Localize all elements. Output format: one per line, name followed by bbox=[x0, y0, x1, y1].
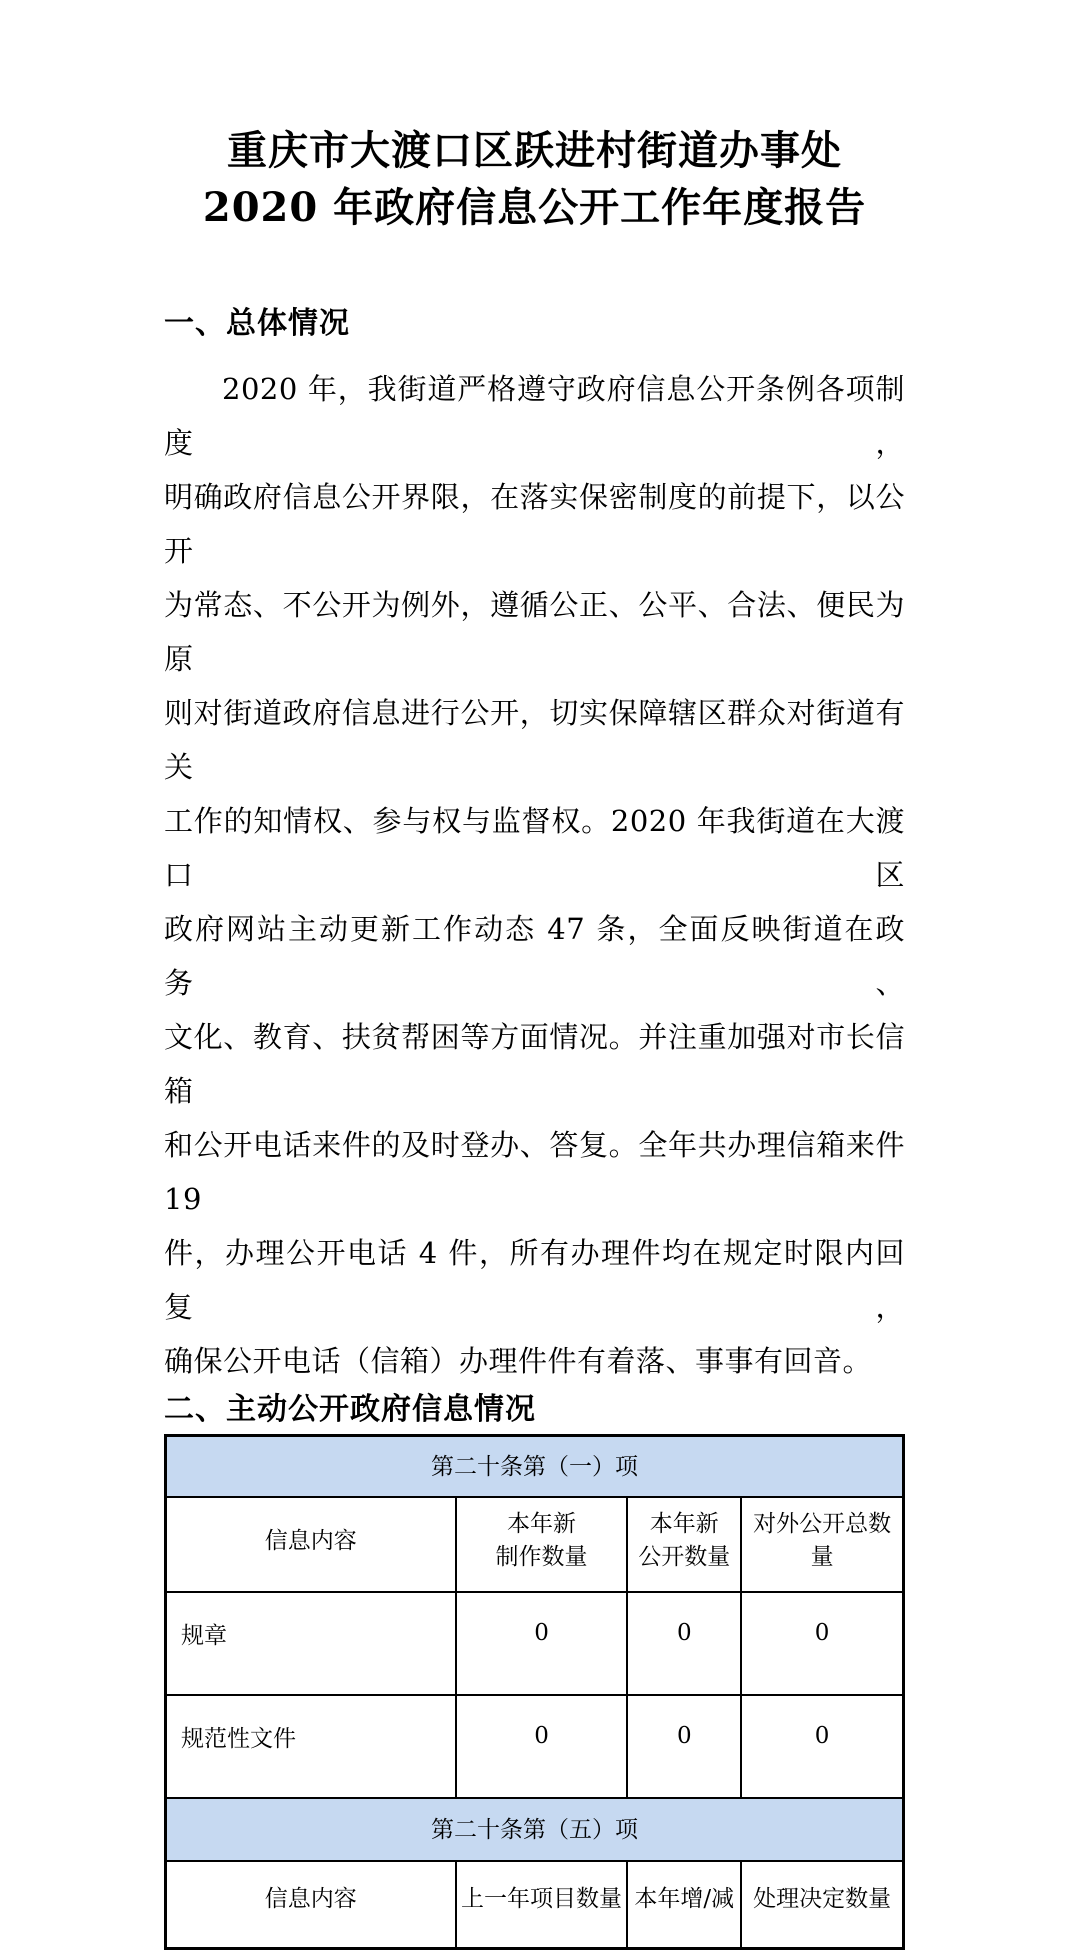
column-header-line: 本年新 bbox=[507, 1511, 576, 1537]
cell-value: 0 bbox=[741, 1695, 903, 1798]
column-header-total-public: 对外公开总数量 bbox=[741, 1497, 903, 1592]
row-label: 规章 bbox=[166, 1592, 456, 1695]
column-header-line: 本年新 bbox=[649, 1511, 719, 1537]
cell-value: 0 bbox=[741, 1592, 903, 1695]
column-header-last-year-projects: 上一年项目数量 bbox=[456, 1861, 628, 1949]
paragraph-line: 则对街道政府信息进行公开，切实保障辖区群众对街道有关 bbox=[164, 696, 905, 784]
cell-value: 0 bbox=[456, 1592, 628, 1695]
column-header-new-made bbox=[456, 1497, 628, 1592]
column-header-year-change: 本年增/减 bbox=[627, 1861, 741, 1949]
paragraph-line: 明确政府信息公开界限，在落实保密制度的前提下，以公开 bbox=[164, 480, 905, 568]
column-header-decisions: 处理决定数量 bbox=[741, 1861, 903, 1949]
cell-value: 0 bbox=[627, 1695, 741, 1798]
paragraph-line: 工作的知情权、参与权与监督权。2020 年我街道在大渡口区 bbox=[164, 804, 905, 892]
table-row-regulations bbox=[166, 1592, 904, 1695]
cell-value: 0 bbox=[456, 1695, 628, 1798]
table-row-normative-documents bbox=[166, 1695, 904, 1798]
table-part1-title: 第二十条第（一）项 bbox=[166, 1436, 904, 1498]
row-label: 规范性文件 bbox=[166, 1695, 456, 1798]
table-part5-band bbox=[166, 1798, 904, 1861]
paragraph-line: 2020 年，我街道严格遵守政府信息公开条例各项制度， bbox=[164, 372, 905, 460]
paragraph-line: 件，办理公开电话 4 件，所有办理件均在规定时限内回复， bbox=[164, 1236, 905, 1324]
table-header-row-1 bbox=[166, 1497, 904, 1592]
table-part1-band bbox=[166, 1436, 904, 1498]
cell-value: 0 bbox=[627, 1592, 741, 1695]
table-part5-title: 第二十条第（五）项 bbox=[166, 1798, 904, 1861]
table-header-row-2 bbox=[166, 1861, 904, 1949]
column-header-new-published bbox=[627, 1497, 741, 1592]
paragraph-line: 文化、教育、扶贫帮困等方面情况。并注重加强对市长信箱 bbox=[164, 1020, 905, 1108]
column-header-info-content: 信息内容 bbox=[166, 1497, 456, 1592]
section-heading-disclosure: 二、主动公开政府信息情况 bbox=[164, 1392, 536, 1427]
section-heading-overview: 一、总体情况 bbox=[164, 306, 350, 341]
disclosure-table bbox=[164, 1434, 905, 1950]
paragraph-line: 为常态、不公开为例外，遵循公正、公平、合法、便民为原 bbox=[164, 588, 905, 676]
column-header-info-content: 信息内容 bbox=[166, 1861, 456, 1949]
title-line-2: 2020 年政府信息公开工作年度报告 bbox=[202, 184, 867, 231]
paragraph-line: 确保公开电话（信箱）办理件件有着落、事事有回音。 bbox=[164, 1344, 873, 1378]
document-title bbox=[164, 122, 905, 236]
column-header-line: 制作数量 bbox=[495, 1544, 588, 1570]
title-line-1: 重庆市大渡口区跃进村街道办事处 bbox=[227, 127, 842, 174]
paragraph-line: 和公开电话来件的及时登办、答复。全年共办理信箱来件 19 bbox=[164, 1128, 905, 1216]
overview-paragraph bbox=[164, 362, 905, 1388]
column-header-line: 公开数量 bbox=[638, 1544, 731, 1570]
paragraph-line: 政府网站主动更新工作动态 47 条，全面反映街道在政务、 bbox=[164, 912, 905, 1000]
